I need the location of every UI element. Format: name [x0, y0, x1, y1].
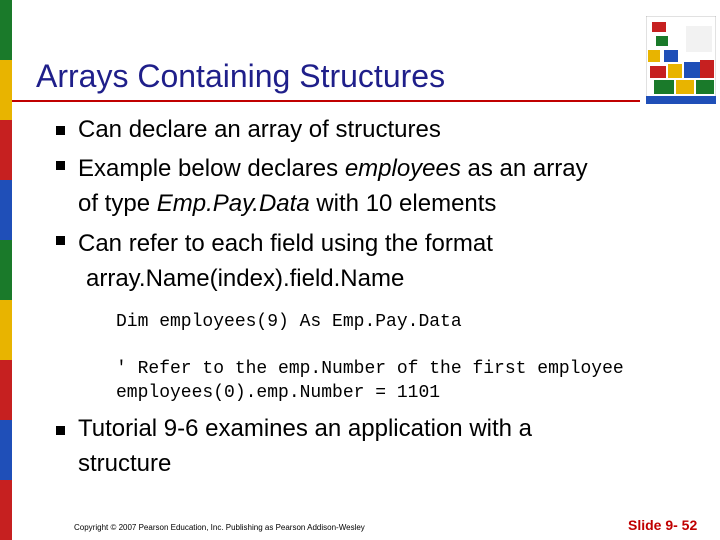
- bullet-text: [78, 226, 493, 296]
- bullet-text: Can declare an array of structures: [78, 116, 441, 143]
- code-assignment: employees(0).emp.Number = 1101: [116, 383, 441, 403]
- book-cover-logo: [646, 16, 716, 104]
- bullet-text-part: of type: [78, 190, 157, 217]
- bullet-text-italic: Emp.Pay.Data: [156, 190, 310, 217]
- bullet-line: Tutorial 9-6 examines an application with a: [78, 415, 533, 442]
- bullet-marker: [56, 236, 65, 245]
- code-comment: ' Refer to the emp.Number of the first employee: [116, 359, 624, 379]
- copyright-footer: Copyright © 2007 Pearson Education, Inc. Publishing as Pearson Addison-Wesley: [74, 523, 365, 532]
- bullet-marker: [56, 426, 65, 435]
- bullet-marker: [56, 126, 65, 135]
- bullet-text: [78, 151, 588, 221]
- bullet-text-italic: employees: [344, 155, 461, 182]
- bullet-line-format: array.Name(index).field.Name: [86, 265, 405, 292]
- title-underline: [12, 100, 640, 102]
- slide-title: Arrays Containing Structures: [36, 58, 446, 94]
- left-color-bar: [0, 0, 12, 540]
- bullet-text: [78, 411, 532, 481]
- code-declaration: Dim employees(9) As Emp.Pay.Data: [116, 312, 462, 332]
- bullet-text-part: Example below declares: [78, 155, 345, 182]
- slide-number: Slide 9- 52: [628, 517, 698, 533]
- bullet-line: Can refer to each field using the format: [78, 230, 493, 257]
- bullet-line: structure: [78, 450, 172, 477]
- bullet-text-part: with 10 elements: [309, 190, 497, 217]
- bullet-text-part: as an array: [460, 155, 588, 182]
- bullet-marker: [56, 161, 65, 170]
